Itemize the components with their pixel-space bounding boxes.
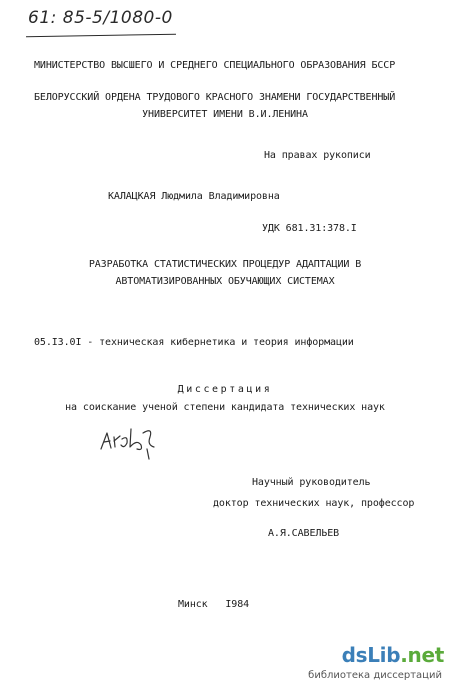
university-header-line1: БЕЛОРУССКИЙ ОРДЕНА ТРУДОВОГО КРАСНОГО ЗНАМЕНИ ГОСУДАРСТВЕННЫЙ [34,92,396,103]
brand-main-text: dsLib [341,643,401,667]
udk-code: УДК 681.31:378.I [262,223,357,234]
supervisor-name: А.Я.САВЕЛЬЕВ [268,528,340,539]
dissertation-title-line2: АВТОМАТИЗИРОВАННЫХ ОБУЧАЮЩИХ СИСТЕМАХ [115,276,335,287]
supervisor-academic-title: доктор технических наук, профессор [213,498,415,509]
handwritten-underline [26,34,176,38]
handwritten-signature [97,419,163,461]
dslib-watermark-logo [342,643,444,667]
ministry-header: МИНИСТЕРСТВО ВЫСШЕГО И СРЕДНЕГО СПЕЦИАЛЬНОГО ОБРАЗОВАНИЯ БССР [34,60,396,71]
city-and-year: Минск I984 [178,599,250,610]
university-header-line2: УНИВЕРСИТЕТ ИМЕНИ В.И.ЛЕНИНА [142,109,308,120]
dissertation-title-line1: РАЗРАБОТКА СТАТИСТИЧЕСКИХ ПРОЦЕДУР АДАПТАЦИИ В [88,259,362,270]
author-name: КАЛАЦКАЯ Людмила Владимировна [108,191,280,202]
degree-statement: на соискание ученой степени кандидата технических наук [65,402,385,413]
dslib-tagline: библиотека диссертаций [308,670,442,681]
specialty-code: 05.I3.0I - техническая кибернетика и теория информации [34,337,354,348]
supervisor-label: Научный руководитель [252,477,371,488]
manuscript-rights: На правах рукописи [264,150,371,161]
brand-tld-text: .net [400,643,444,667]
dissertation-label: Диссертация [177,384,273,395]
handwritten-archive-code: 61: 85-5/1080-0 [28,8,173,28]
